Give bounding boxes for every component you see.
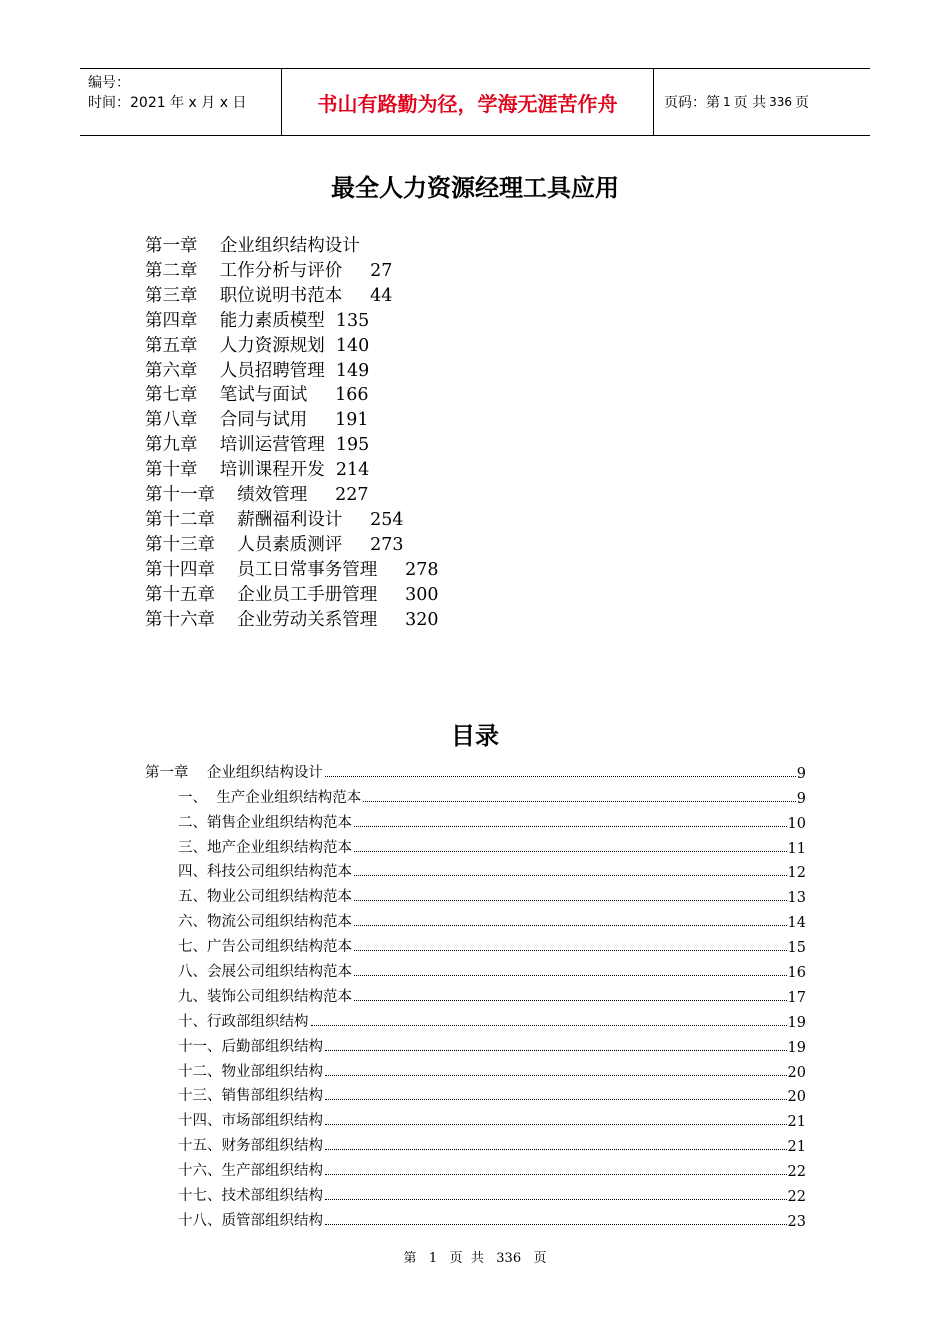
toc-entry-page: 11 xyxy=(787,840,806,857)
header-motto: 书山有路勤为径，学海无涯苦作舟 xyxy=(281,69,654,135)
toc-entry-page: 12 xyxy=(787,865,806,882)
toc-leader-dots xyxy=(325,1149,787,1150)
chapter-item: 第十六章 企业劳动关系管理 320 xyxy=(145,609,439,630)
toc-entry-label: 十一、后勤部组织结构 xyxy=(178,1038,323,1055)
toc-entry-label: 九、装饰公司组织结构范本 xyxy=(178,988,352,1005)
time-label: 时间：2021 年 x 月 x 日 xyxy=(88,95,247,111)
toc-entry-page: 21 xyxy=(787,1114,806,1131)
toc-entry-label: 第一章 企业组织结构设计 xyxy=(145,764,323,781)
toc-entry[interactable] xyxy=(145,981,806,1006)
toc-entry[interactable] xyxy=(145,857,806,882)
toc-leader-dots xyxy=(325,1124,787,1125)
toc-leader-dots xyxy=(325,776,796,777)
toc-leader-dots xyxy=(354,925,787,926)
toc-entry-label: 六、物流公司组织结构范本 xyxy=(178,914,352,931)
chapter-list xyxy=(145,234,438,633)
toc-entry[interactable] xyxy=(145,1180,806,1205)
footer-prefix: 第 xyxy=(403,1251,417,1266)
toc-entry[interactable] xyxy=(145,1006,806,1031)
footer-suffix: 页 xyxy=(533,1251,547,1266)
page-footer xyxy=(0,1247,950,1266)
toc-entry-label: 十二、物业部组织结构 xyxy=(178,1063,323,1080)
page-mid: 页 共 xyxy=(733,95,767,111)
toc-entry-label: 十五、财务部组织结构 xyxy=(178,1138,323,1155)
toc-leader-dots xyxy=(354,900,787,901)
toc-entry[interactable] xyxy=(145,956,806,981)
chapter-item: 第五章 人力资源规划 140 xyxy=(145,335,370,356)
toc-entry[interactable] xyxy=(145,1130,806,1155)
page-title: 最全人力资源经理工具应用 xyxy=(331,174,619,202)
toc-entry-page: 9 xyxy=(796,790,806,807)
number-label: 编号： xyxy=(88,75,130,91)
toc-leader-dots xyxy=(354,875,787,876)
toc-leader-dots xyxy=(354,851,787,852)
toc-entry-page: 20 xyxy=(787,1089,806,1106)
chapter-item: 第九章 培训运营管理 195 xyxy=(145,435,370,456)
chapter-item: 第八章 合同与试用 191 xyxy=(145,410,369,431)
toc-entry-page: 14 xyxy=(787,915,806,932)
toc-entry-label: 七、广告公司组织结构范本 xyxy=(178,939,352,956)
toc-leader-dots xyxy=(354,826,787,827)
toc-entry[interactable] xyxy=(145,1205,806,1230)
toc-entry-label: 十六、生产部组织结构 xyxy=(178,1163,323,1180)
chapter-item: 第六章 人员招聘管理 149 xyxy=(145,360,370,381)
toc-leader-dots xyxy=(325,1174,787,1175)
toc-entry-label: 一、 生产企业组织结构范本 xyxy=(178,789,362,806)
toc-leader-dots xyxy=(325,1099,787,1100)
toc-entry-page: 16 xyxy=(787,965,806,982)
chapter-item: 第四章 能力素质模型 135 xyxy=(145,310,370,331)
toc-entry-page: 19 xyxy=(787,1014,806,1031)
chapter-item: 第十四章 员工日常事务管理 278 xyxy=(145,559,439,580)
toc-entry-page: 9 xyxy=(796,765,806,782)
toc-leader-dots xyxy=(354,975,787,976)
table-of-contents xyxy=(145,757,806,1230)
toc-entry-page: 20 xyxy=(787,1064,806,1081)
toc-leader-dots xyxy=(363,801,796,802)
toc-entry[interactable] xyxy=(145,782,806,807)
footer-mid: 页 共 xyxy=(449,1251,484,1266)
toc-entry-page: 15 xyxy=(787,940,806,957)
toc-entry[interactable] xyxy=(145,1031,806,1056)
toc-entry-page: 23 xyxy=(787,1213,806,1230)
toc-leader-dots xyxy=(354,950,787,951)
toc-leader-dots xyxy=(354,1000,787,1001)
footer-page: 1 xyxy=(428,1251,438,1266)
toc-entry[interactable] xyxy=(145,1105,806,1130)
chapter-item: 第十二章 薪酬福利设计 254 xyxy=(145,509,404,530)
toc-entry-label: 十七、技术部组织结构 xyxy=(178,1188,323,1205)
header-meta xyxy=(80,69,281,135)
toc-entry-page: 13 xyxy=(787,890,806,907)
toc-leader-dots xyxy=(325,1224,787,1225)
page-total: 336 xyxy=(769,95,792,109)
toc-leader-dots xyxy=(311,1025,787,1026)
toc-entry-page: 22 xyxy=(787,1189,806,1206)
toc-entry-page: 17 xyxy=(787,989,806,1006)
toc-entry-page: 19 xyxy=(787,1039,806,1056)
document-header xyxy=(80,68,870,136)
toc-leader-dots xyxy=(325,1199,787,1200)
footer-total: 336 xyxy=(496,1251,522,1266)
toc-entry[interactable] xyxy=(145,1081,806,1106)
toc-entry-label: 五、物业公司组织结构范本 xyxy=(178,889,352,906)
toc-entry-label: 十八、质管部组织结构 xyxy=(178,1212,323,1229)
page-suffix: 页 xyxy=(795,95,809,111)
page-prefix: 页码：第 xyxy=(664,95,720,111)
toc-entry[interactable] xyxy=(145,1155,806,1180)
chapter-item: 第二章 工作分析与评价 27 xyxy=(145,260,393,281)
chapter-item: 第七章 笔试与面试 166 xyxy=(145,385,369,406)
toc-entry-label: 八、会展公司组织结构范本 xyxy=(178,964,352,981)
toc-entry[interactable] xyxy=(145,757,806,782)
toc-entry[interactable] xyxy=(145,906,806,931)
chapter-item: 第三章 职位说明书范本 44 xyxy=(145,285,393,306)
toc-entry-page: 22 xyxy=(787,1164,806,1181)
toc-entry[interactable] xyxy=(145,881,806,906)
toc-title: 目录 xyxy=(451,722,499,750)
toc-entry-label: 二、销售企业组织结构范本 xyxy=(178,814,352,831)
toc-entry[interactable] xyxy=(145,807,806,832)
toc-entry-label: 十三、销售部组织结构 xyxy=(178,1088,323,1105)
toc-entry-page: 21 xyxy=(787,1139,806,1156)
page-number: 1 xyxy=(723,95,731,109)
toc-entry[interactable] xyxy=(145,931,806,956)
chapter-item: 第十章 培训课程开发 214 xyxy=(145,460,370,481)
chapter-item: 第十五章 企业员工手册管理 300 xyxy=(145,584,439,605)
chapter-item: 第十三章 人员素质测评 273 xyxy=(145,534,404,555)
toc-entry[interactable] xyxy=(145,832,806,857)
toc-entry-label: 十四、市场部组织结构 xyxy=(178,1113,323,1130)
toc-leader-dots xyxy=(325,1075,787,1076)
toc-entry-page: 10 xyxy=(787,815,806,832)
toc-entry-label: 十、行政部组织结构 xyxy=(178,1013,309,1030)
chapter-item: 第一章 企业组织结构设计 xyxy=(145,236,360,256)
toc-entry-label: 三、地产企业组织结构范本 xyxy=(178,839,352,856)
toc-entry[interactable] xyxy=(145,1056,806,1081)
toc-entry-label: 四、科技公司组织结构范本 xyxy=(178,864,352,881)
chapter-item: 第十一章 绩效管理 227 xyxy=(145,485,369,506)
toc-leader-dots xyxy=(325,1050,787,1051)
header-page-info xyxy=(654,69,870,135)
